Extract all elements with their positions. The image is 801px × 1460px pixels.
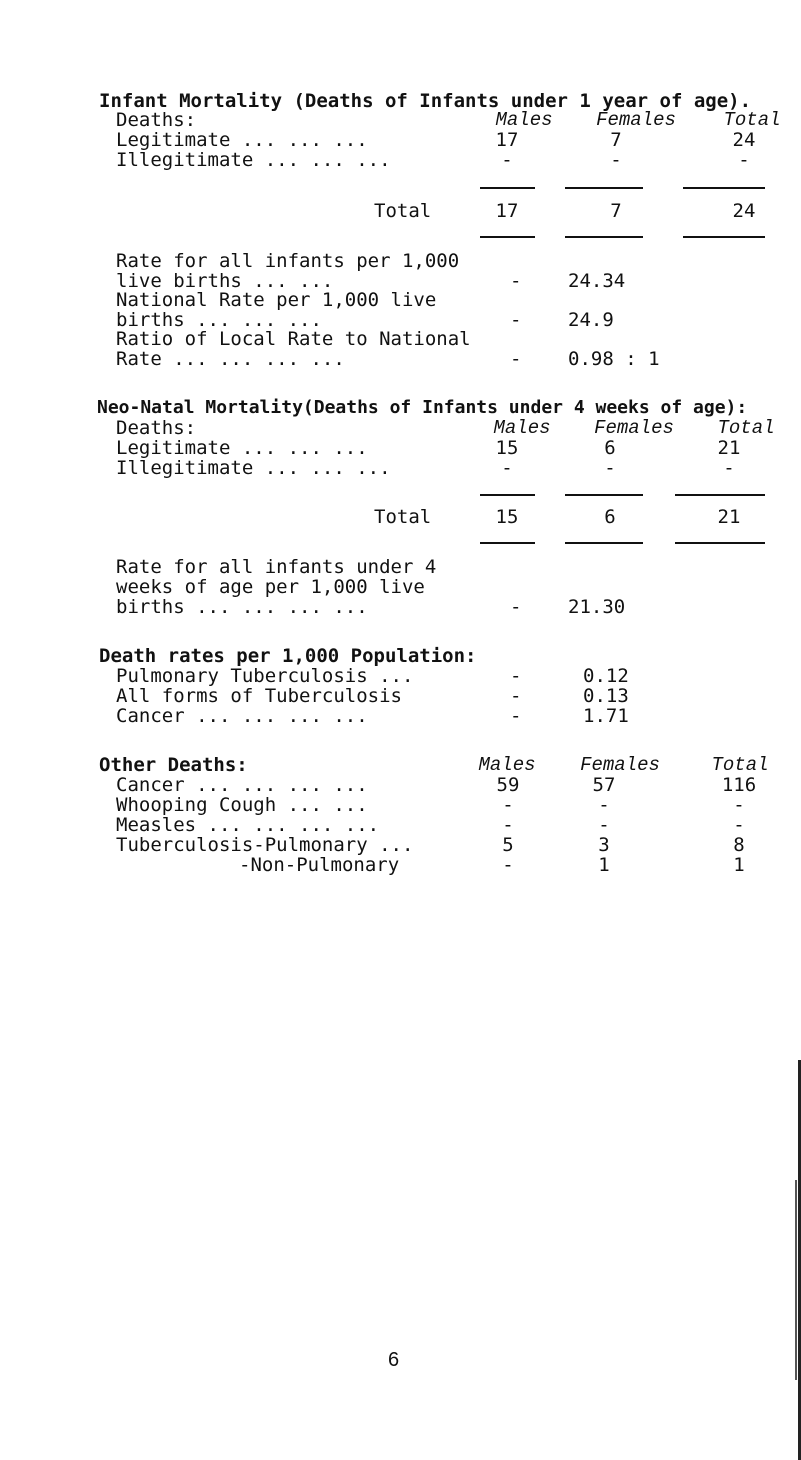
neonatal-rate-line3: births ... ... ... ... [116, 596, 368, 618]
neonatal-legit-males: 15 [495, 437, 519, 459]
neonatal-deaths-label: Deaths: [116, 417, 197, 439]
death-rate-label: Pulmonary Tuberculosis ... [116, 665, 414, 687]
infant-rate3-dash: - [510, 348, 522, 370]
infant-illegit-males: - [501, 149, 513, 171]
infant-rate1-line1: Rate for all infants per 1,000 [116, 250, 460, 272]
other-row-total: - [733, 794, 745, 816]
neonatal-rule-males-bottom [480, 542, 535, 544]
infant-rule-females-top [565, 187, 643, 189]
infant-rate2-dash: - [510, 309, 522, 331]
other-col-females: Females [580, 754, 660, 776]
infant-col-males: Males [495, 109, 553, 131]
infant-rate1-dash: - [510, 270, 522, 292]
death-rate-label: Cancer ... ... ... ... [116, 705, 368, 727]
neonatal-illegit-label: Illegitimate ... ... ... [116, 457, 391, 479]
infant-illegit-females: - [610, 149, 622, 171]
death-rate-value: 0.13 [583, 685, 629, 707]
infant-legit-females: 7 [610, 129, 622, 151]
infant-col-females: Females [596, 109, 676, 131]
neonatal-col-females: Females [594, 417, 674, 439]
neonatal-rule-females-bottom [565, 542, 643, 544]
infant-rule-males-top [480, 187, 535, 189]
neonatal-legit-females: 6 [604, 437, 616, 459]
infant-total-total: 24 [732, 200, 756, 222]
infant-legit-total: 24 [732, 129, 756, 151]
infant-rate2-line1: National Rate per 1,000 live [116, 289, 437, 311]
infant-rule-total-bottom [683, 236, 765, 238]
other-row-total: - [733, 814, 745, 836]
neonatal-legit-label: Legitimate ... ... ... [116, 437, 368, 459]
infant-rate3-value: 0.98 : 1 [568, 348, 660, 370]
death-rate-label: All forms of Tuberculosis [116, 685, 402, 707]
other-row-males: 5 [502, 834, 514, 856]
infant-illegit-label: Illegitimate ... ... ... [116, 149, 391, 171]
death-rate-value: 0.12 [583, 665, 629, 687]
other-row-males: - [502, 794, 514, 816]
other-row-males: 59 [496, 774, 520, 796]
other-row-total: 1 [733, 854, 745, 876]
other-row-total: 116 [721, 774, 757, 796]
neonatal-rule-total-top [675, 494, 765, 496]
neonatal-rate-dash: - [510, 596, 522, 618]
neonatal-total-label: Total [374, 506, 432, 528]
other-row-label: -Non-Pulmonary [239, 854, 400, 876]
death-rate-dash: - [510, 665, 522, 687]
other-row-label: Cancer ... ... ... ... [116, 774, 368, 796]
infant-legit-label: Legitimate ... ... ... [116, 129, 368, 151]
infant-rule-males-bottom [480, 236, 535, 238]
page-number: 6 [388, 1349, 400, 1371]
other-row-males: - [502, 854, 514, 876]
page-edge-shadow [795, 1180, 797, 1380]
infant-rate1-value: 24.34 [568, 270, 626, 292]
neonatal-rule-males-top [480, 494, 535, 496]
other-row-label: Tuberculosis-Pulmonary ... [116, 834, 414, 856]
other-col-males: Males [478, 754, 536, 776]
neonatal-col-total: Total [717, 417, 775, 439]
infant-deaths-label: Deaths: [116, 109, 197, 131]
infant-total-females: 7 [610, 200, 622, 222]
neonatal-rate-line2: weeks of age per 1,000 live [116, 576, 425, 598]
other-col-total: Total [711, 754, 769, 776]
neonatal-rule-females-top [565, 494, 643, 496]
other-row-total: 8 [733, 834, 745, 856]
other-row-females: 3 [598, 834, 610, 856]
infant-rate3-line2: Rate ... ... ... ... [116, 348, 345, 370]
infant-total-males: 17 [495, 200, 519, 222]
death-rate-dash: - [510, 705, 522, 727]
neonatal-illegit-females: - [604, 457, 616, 479]
infant-rule-females-bottom [565, 236, 643, 238]
infant-total-label: Total [374, 200, 432, 222]
death-rate-value: 1.71 [583, 705, 629, 727]
other-row-label: Whooping Cough ... ... [116, 794, 368, 816]
neonatal-illegit-total: - [723, 457, 735, 479]
infant-rule-total-top [683, 187, 765, 189]
other-deaths-heading: Other Deaths: [99, 754, 248, 776]
death-rate-dash: - [510, 685, 522, 707]
other-row-males: - [502, 814, 514, 836]
other-row-females: - [598, 814, 610, 836]
neonatal-total-females: 6 [604, 506, 616, 528]
other-row-females: - [598, 794, 610, 816]
neonatal-col-males: Males [493, 417, 551, 439]
other-row-females: 1 [598, 854, 610, 876]
neonatal-total-males: 15 [495, 506, 519, 528]
infant-mortality-heading: Infant Mortality (Deaths of Infants under 1 year of age). [99, 90, 752, 112]
neonatal-rate-line1: Rate for all infants under 4 [116, 556, 437, 578]
other-row-females: 57 [592, 774, 616, 796]
infant-legit-males: 17 [495, 129, 519, 151]
infant-rate3-line1: Ratio of Local Rate to National [116, 328, 471, 350]
infant-rate2-value: 24.9 [568, 309, 614, 331]
infant-illegit-total: - [738, 149, 750, 171]
neonatal-legit-total: 21 [717, 437, 741, 459]
death-rates-heading: Death rates per 1,000 Population: [99, 645, 477, 667]
neonatal-total-total: 21 [717, 506, 741, 528]
neonatal-mortality-heading: Neo-Natal Mortality(Deaths of Infants under 4 weeks of age): [97, 397, 748, 418]
infant-rate2-line2: births ... ... ... [116, 309, 322, 331]
other-row-label: Measles ... ... ... ... [116, 814, 380, 836]
infant-col-total: Total [723, 109, 781, 131]
neonatal-rule-total-bottom [675, 542, 765, 544]
neonatal-illegit-males: - [501, 457, 513, 479]
infant-rate1-line2: live births ... ... [116, 270, 334, 292]
neonatal-rate-value: 21.30 [568, 596, 626, 618]
